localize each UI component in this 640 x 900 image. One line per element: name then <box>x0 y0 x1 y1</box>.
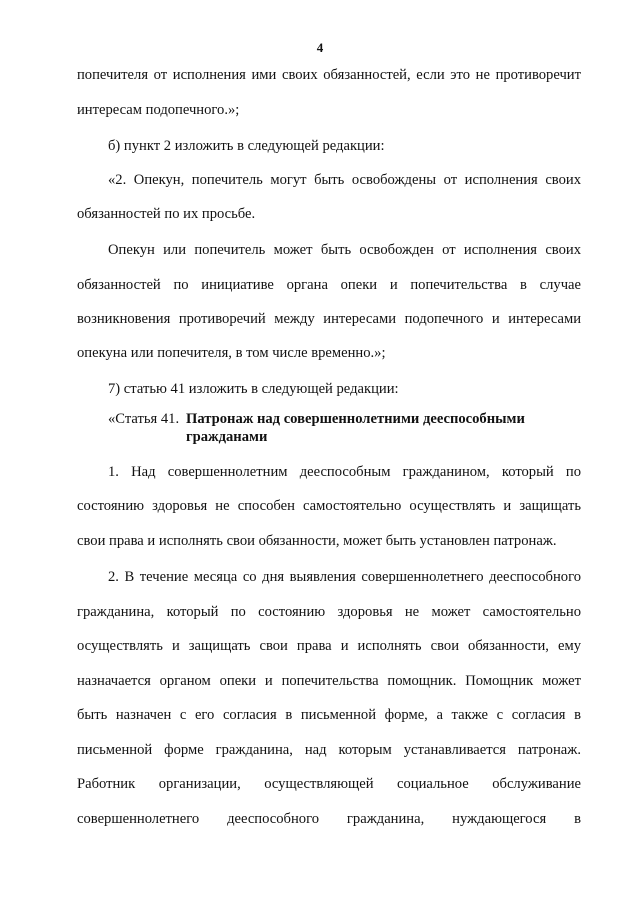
text-line: б) пункт 2 изложить в следующей редакции: <box>108 138 385 154</box>
text-line: 7) статью 41 изложить в следующей редакции: <box>108 381 399 397</box>
text-line: назначается органом опеки и попечительства помощник. Помощник может <box>77 673 581 689</box>
text-line: гражданина, который по состоянию здоровья не может самостоятельно <box>77 604 581 620</box>
text-line: обязанностей по инициативе органа опеки и попечительства в случае <box>77 277 581 293</box>
text-line: свои права и исполнять свои обязанности, может быть установлен патронаж. <box>77 533 557 549</box>
text-line: Опекун или попечитель может быть освобожден от исполнения своих <box>108 242 581 258</box>
text-line: быть назначен с его согласия в письменной форме, а также с согласия в <box>77 707 581 723</box>
article-title-line: гражданами <box>186 429 268 445</box>
text-line: 1. Над совершеннолетним дееспособным гражданином, который по <box>108 464 581 480</box>
page-number: 4 <box>316 40 324 55</box>
article-title-line: Патронаж над совершеннолетними дееспособными <box>186 411 525 427</box>
text-line: состоянию здоровья не способен самостоятельно осуществлять и защищать <box>77 498 581 514</box>
text-line: осуществлять и защищать свои права и исполнять свои обязанности, ему <box>77 638 581 654</box>
text-line: 2. В течение месяца со дня выявления совершеннолетнего дееспособного <box>108 569 581 585</box>
text-line: письменной форме гражданина, над которым устанавливается патронаж. <box>77 742 581 758</box>
text-line: обязанностей по их просьбе. <box>77 206 256 222</box>
text-line: «2. Опекун, попечитель могут быть освобождены от исполнения своих <box>108 172 581 188</box>
article-title <box>186 410 546 446</box>
text-line: интересам подопечного.»; <box>77 102 240 118</box>
text-line: Работник организации, осуществляющей социальное обслуживание <box>77 776 581 792</box>
text-line: опекуна или попечителя, в том числе временно.»; <box>77 345 386 361</box>
text-line: возникновения противоречий между интересами подопечного и интересами <box>77 311 581 327</box>
article-prefix: «Статья 41. <box>108 411 180 427</box>
text-line: совершеннолетнего дееспособного гражданина, нуждающегося в <box>77 811 581 827</box>
text-line: попечителя от исполнения ими своих обязанностей, если это не противоречит <box>77 67 581 83</box>
